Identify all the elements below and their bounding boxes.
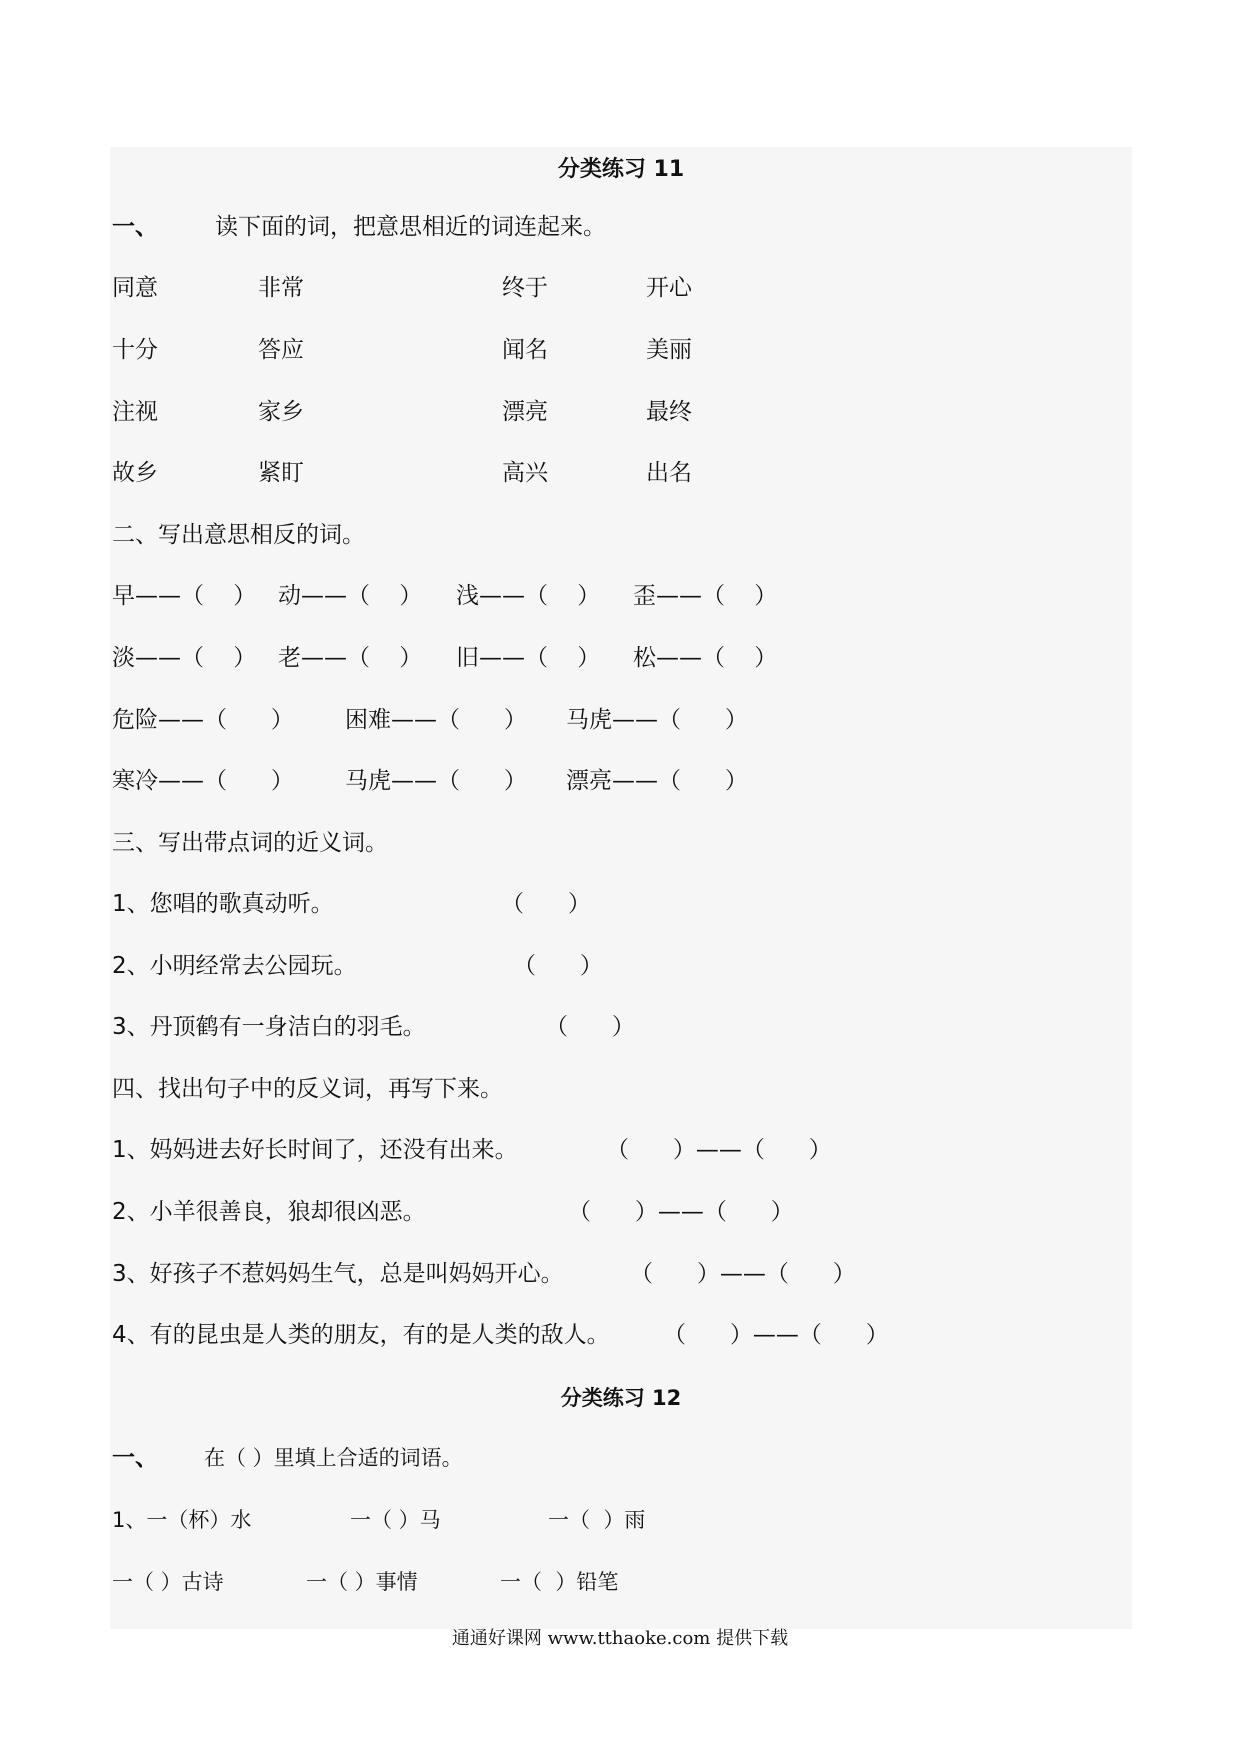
antonym-item: 旧——（ ） <box>456 645 601 671</box>
answer-blank: （ ）——（ ） <box>606 1137 832 1163</box>
measure-word-item: 1、一（杯）水 <box>112 1508 252 1532</box>
sentence: 3、好孩子不惹妈妈生气，总是叫妈妈开心。 <box>112 1261 564 1287</box>
s5-heading <box>110 1438 1110 1478</box>
antonym-item: 漂亮——（ ） <box>566 768 748 794</box>
word: 家乡 <box>258 399 304 425</box>
antonym-item: 困难——（ ） <box>345 707 527 733</box>
antonym-item: 老——（ ） <box>278 645 423 671</box>
answer-blank: （ ） <box>545 1014 635 1040</box>
measure-word-item: 一（ ）古诗 <box>112 1570 224 1594</box>
word: 漂亮 <box>502 399 548 425</box>
word: 非常 <box>258 275 304 301</box>
s5-number: 一、 <box>112 1445 158 1471</box>
exercise-12-title: 分类练习 12 <box>560 1386 682 1410</box>
s5-row <box>110 1500 1110 1540</box>
worksheet-page <box>110 147 1132 1629</box>
answer-blank: （ ）——（ ） <box>630 1261 856 1287</box>
word: 同意 <box>112 275 158 301</box>
word: 终于 <box>502 275 548 301</box>
s2-heading-text: 二、写出意思相反的词。 <box>112 522 365 548</box>
word: 高兴 <box>502 460 548 486</box>
s2-heading <box>110 515 1110 555</box>
antonym-item: 松——（ ） <box>633 645 778 671</box>
s2-row <box>110 576 1110 616</box>
s3-item <box>110 1007 1110 1047</box>
measure-word-item: 一（ ）事情 <box>306 1570 418 1594</box>
s4-item <box>110 1315 1110 1355</box>
s3-heading <box>110 823 1110 863</box>
s4-item <box>110 1130 1110 1170</box>
s1-heading <box>110 207 1110 247</box>
word: 十分 <box>112 337 158 363</box>
word: 故乡 <box>112 460 158 486</box>
antonym-item: 早——（ ） <box>112 583 257 609</box>
s1-instruction: 读下面的词，把意思相近的词连起来。 <box>215 214 606 240</box>
sentence: 2、小明经常去公园玩。 <box>112 953 357 979</box>
word: 答应 <box>258 337 304 363</box>
s4-item <box>110 1192 1110 1232</box>
s2-row <box>110 761 1110 801</box>
s1-row <box>110 268 1110 308</box>
answer-blank: （ ）——（ ） <box>568 1199 794 1225</box>
word: 注视 <box>112 399 158 425</box>
antonym-item: 马虎——（ ） <box>566 707 748 733</box>
s2-row <box>110 700 1110 740</box>
s4-item <box>110 1254 1110 1294</box>
measure-word-item: 一（ ）铅笔 <box>500 1570 619 1594</box>
s1-number: 一、 <box>112 214 158 240</box>
s1-row <box>110 330 1110 370</box>
antonym-item: 歪——（ ） <box>633 583 778 609</box>
s3-item <box>110 884 1110 924</box>
measure-word-item: 一（ ）雨 <box>548 1508 646 1532</box>
s2-row <box>110 638 1110 678</box>
exercise-11-title: 分类练习 11 <box>557 157 685 182</box>
antonym-item: 危险——（ ） <box>112 707 294 733</box>
antonym-item: 寒冷——（ ） <box>112 768 294 794</box>
s4-heading <box>110 1069 1110 1109</box>
measure-word-item: 一（ ）马 <box>350 1508 441 1532</box>
s5-row <box>110 1562 1110 1602</box>
word: 紧盯 <box>258 460 304 486</box>
s3-heading-text: 三、写出带点词的近义词。 <box>112 830 388 856</box>
word: 闻名 <box>502 337 548 363</box>
s4-heading-text: 四、找出句子中的反义词，再写下来。 <box>112 1076 503 1102</box>
answer-blank: （ ） <box>501 891 591 917</box>
page-footer: 通通好课网 www.tthaoke.com 提供下载 <box>451 1628 789 1649</box>
sentence: 1、您唱的歌真动听。 <box>112 891 334 917</box>
antonym-item: 淡——（ ） <box>112 645 257 671</box>
answer-blank: （ ）——（ ） <box>663 1322 889 1348</box>
sentence: 2、小羊很善良，狼却很凶恶。 <box>112 1199 426 1225</box>
s1-row <box>110 453 1110 493</box>
word: 开心 <box>646 275 692 301</box>
s5-instruction: 在（ ）里填上合适的词语。 <box>204 1446 463 1470</box>
s1-row <box>110 392 1110 432</box>
word: 出名 <box>646 460 692 486</box>
s3-item <box>110 946 1110 986</box>
antonym-item: 马虎——（ ） <box>345 768 527 794</box>
antonym-item: 浅——（ ） <box>456 583 601 609</box>
sentence: 3、丹顶鹤有一身洁白的羽毛。 <box>112 1014 426 1040</box>
answer-blank: （ ） <box>513 953 603 979</box>
word: 美丽 <box>646 337 692 363</box>
sentence: 1、妈妈进去好长时间了，还没有出来。 <box>112 1137 518 1163</box>
word: 最终 <box>646 399 692 425</box>
antonym-item: 动——（ ） <box>278 583 423 609</box>
sentence: 4、有的昆虫是人类的朋友，有的是人类的敌人。 <box>112 1322 610 1348</box>
